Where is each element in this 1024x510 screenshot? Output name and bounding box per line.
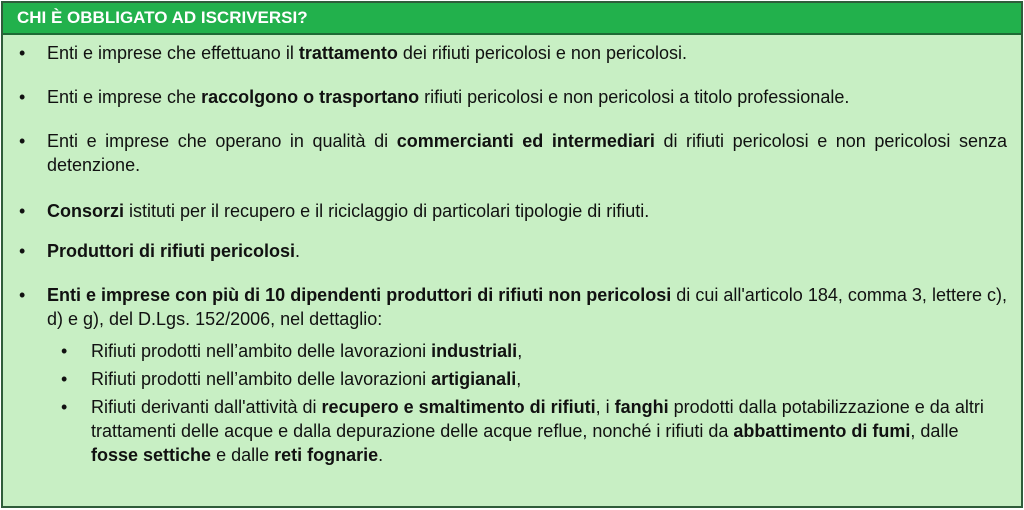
item-text: Enti e imprese che raccolgono o trasportano rifiuti pericolosi e non pericolosi a titolo professionale. [47,87,850,107]
subitem-text: Rifiuti prodotti nell’ambito delle lavorazioni artigianali, [91,369,522,389]
item-text: Produttori di rifiuti pericolosi. [47,241,301,261]
bullet-icon: • [19,43,26,63]
info-box [1,1,1023,508]
item-text: Enti e imprese con più di 10 dipendenti produttori di rifiuti non pericolosi di cui all'articolo 184, comma 3, lettere c), d) e g), del D.Lgs. 152/2006, nel dettaglio: [47,285,1007,329]
header-title: CHI È OBBLIGATO AD ISCRIVERSI? [17,8,308,27]
item-text: Enti e imprese che effettuano il trattamento dei rifiuti pericolosi e non pericolosi. [47,43,687,63]
box-header [3,3,1021,35]
subitem-text: Rifiuti prodotti nell’ambito delle lavorazioni industriali, [91,341,523,361]
bullet-icon: • [19,285,26,305]
item-text: Consorzi istituti per il recupero e il riciclaggio di particolari tipologie di rifiuti. [47,201,650,221]
subitem-text: Rifiuti derivanti dall'attività di recupero e smaltimento di rifiuti, i fanghi prodotti dalla potabilizzazione e da altri trattamenti delle acque e dalla depurazione delle acque reflue, nonché i rifiuti da abbattimento di fumi, dalle fosse settiche e dalle reti fognarie. [91,397,984,465]
bullet-icon: • [19,241,26,261]
bullet-icon: • [19,87,26,107]
bullet-icon: • [61,397,68,417]
item-text: Enti e imprese che operano in qualità di commercianti ed intermediari di rifiuti pericolosi e non pericolosi senza detenzione. [47,131,1007,175]
bullet-icon: • [19,201,26,221]
bullet-icon: • [19,131,26,151]
bullet-icon: • [61,341,68,361]
bullet-icon: • [61,369,68,389]
